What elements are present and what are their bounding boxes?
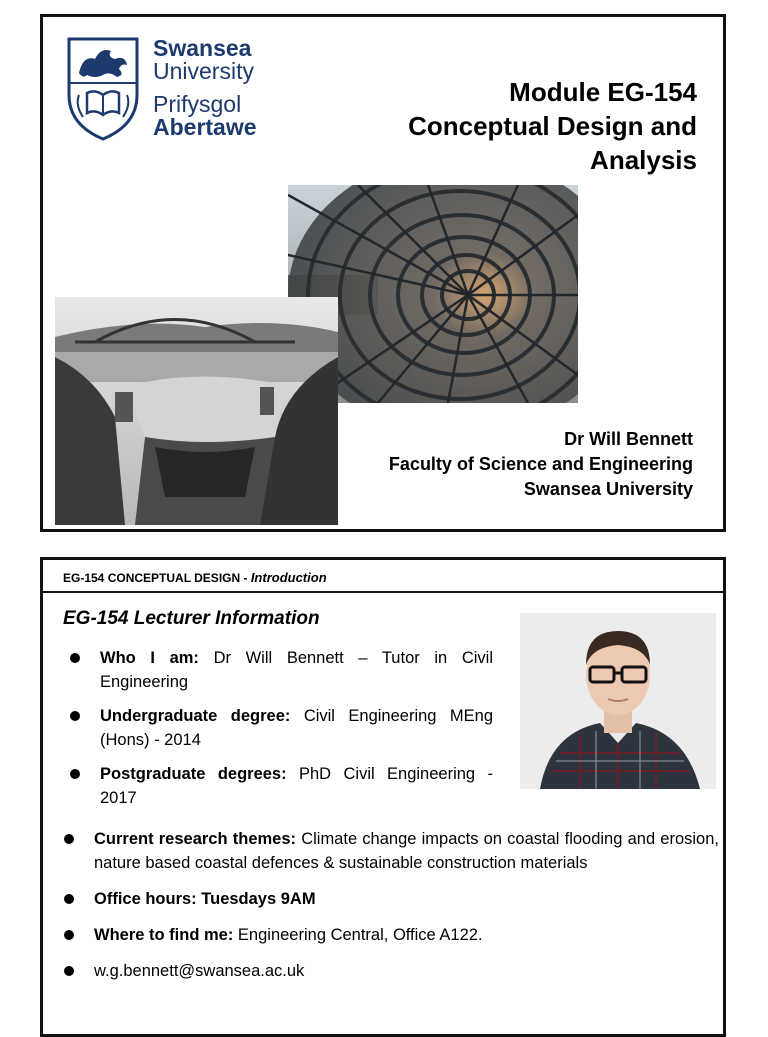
presenter-faculty: Faculty of Science and Engineering xyxy=(388,454,693,474)
list-item xyxy=(100,762,493,810)
item-text: Civil Engineering MEng (Hons) - 2014 xyxy=(100,707,493,749)
title-slide xyxy=(40,14,726,532)
bullet-icon xyxy=(70,711,80,721)
bullet-icon xyxy=(70,769,80,779)
presenter-info xyxy=(389,427,693,502)
module-title xyxy=(408,75,697,177)
list-item xyxy=(100,646,493,694)
header-course: EG-154 CONCEPTUAL DESIGN - xyxy=(63,571,251,585)
presenter-university: Swansea University xyxy=(523,479,693,499)
lecturer-portrait xyxy=(520,613,716,789)
slide-header xyxy=(43,560,723,593)
title-line-2: Conceptual Design and xyxy=(408,111,697,141)
item-text: PhD Civil Engineering - 2017 xyxy=(100,765,493,807)
email-link[interactable]: w.g.bennett@swansea.ac.uk xyxy=(94,962,305,980)
list-item xyxy=(100,704,493,752)
logo-line-university: University xyxy=(153,58,254,84)
item-label: Postgraduate degrees: xyxy=(100,765,287,783)
slide-heading: EG-154 Lecturer Information xyxy=(63,608,320,629)
bullet-icon xyxy=(64,834,74,844)
header-section: Introduction xyxy=(250,570,327,585)
item-label: Who I am: xyxy=(100,649,199,667)
item-text: Engineering Central, Office A122. xyxy=(233,926,483,944)
item-label: Undergraduate degree: xyxy=(100,707,291,725)
list-item xyxy=(94,887,719,911)
logo-line-swansea: Swansea xyxy=(153,35,252,61)
presenter-name: Dr Will Bennett xyxy=(564,429,693,449)
university-logo xyxy=(65,33,265,145)
item-label: Where to find me: xyxy=(94,926,234,944)
bullet-list-top xyxy=(100,646,493,820)
list-item xyxy=(94,923,719,947)
item-text: Dr Will Bennett – Tutor in Civil Engineering xyxy=(100,649,494,691)
list-item xyxy=(94,959,719,983)
logo-line-abertawe: Abertawe xyxy=(153,114,257,140)
bullet-icon xyxy=(64,894,74,904)
list-item xyxy=(94,827,719,875)
logo-line-prifysgol: Prifysgol xyxy=(153,91,242,117)
lecturer-info-slide xyxy=(40,557,726,1037)
bullet-icon xyxy=(64,930,74,940)
bullet-icon xyxy=(64,966,74,976)
item-label: Current research themes: xyxy=(94,830,297,848)
item-label: Office hours: Tuesdays 9AM xyxy=(94,890,316,908)
title-line-3: Analysis xyxy=(590,145,697,175)
title-line-1: Module EG-154 xyxy=(509,77,697,107)
bullet-icon xyxy=(70,653,80,663)
item-text: Climate change impacts on coastal flooding and erosion, nature based coastal defences & sustainable construction materials xyxy=(94,830,719,872)
dam-and-bridge-photo xyxy=(55,297,338,525)
university-crest-icon xyxy=(65,33,141,143)
bullet-list-bottom xyxy=(94,827,719,995)
